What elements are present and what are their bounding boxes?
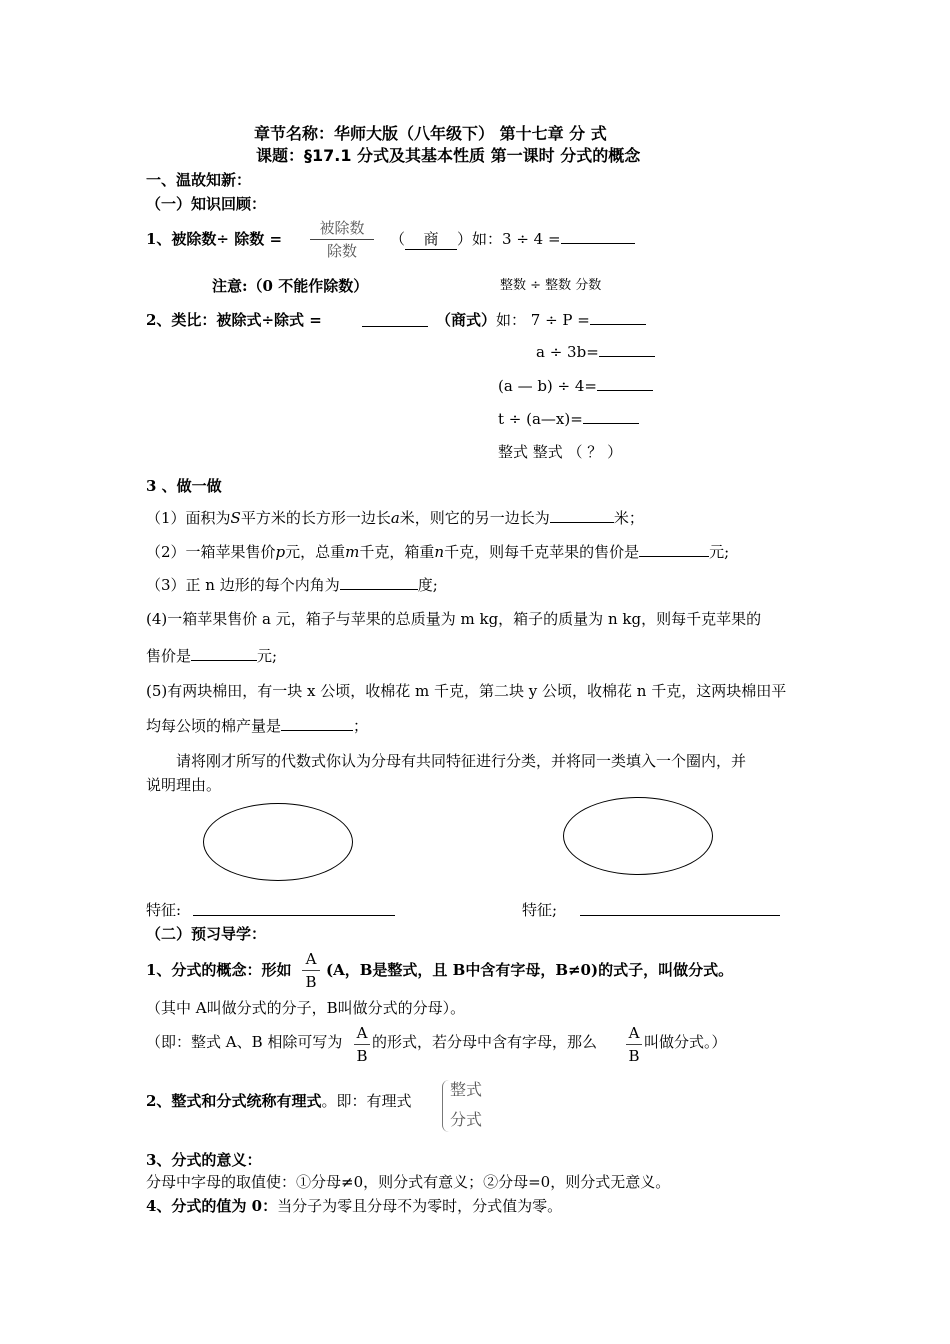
item1-label: 1、被除数÷ 除数 = <box>146 230 283 248</box>
q4-text: 售价是 <box>146 647 192 665</box>
question-3 <box>146 575 438 595</box>
rational-integral: 整式 <box>450 1080 483 1099</box>
item2-blank <box>362 310 428 327</box>
concept-4-text: 当分子为零且分母不为零时，分式值为零。 <box>277 1197 563 1215</box>
brace-icon <box>442 1080 449 1132</box>
question-2 <box>146 542 729 562</box>
q2-var-n: n <box>434 543 445 561</box>
lesson-title: 课题：§17.1 分式及其基本性质 第一课时 分式的概念 <box>256 146 641 165</box>
question-4-line1: (4)一箱苹果售价 a 元，箱子与苹果的总质量为 m kg，箱子的质量为 n kg，则每千克苹果的 <box>146 610 762 628</box>
item2-example-4 <box>498 409 639 429</box>
item2-types: 整式 整式 （ ？ ） <box>498 443 623 461</box>
concept-4-label: 4、分式的值为 0： <box>146 1197 278 1215</box>
concept-1-note2-b: 的形式，若分母中含有字母，那么 <box>372 1033 598 1051</box>
q3-text: 度; <box>417 576 438 594</box>
concept-2-rest: 。即：有理式 <box>321 1092 412 1110</box>
note-right: 整数 ÷ 整数 分数 <box>500 278 602 293</box>
answer-blank <box>561 229 635 244</box>
concept-2 <box>146 1091 411 1111</box>
classification-circle-right[interactable] <box>563 797 713 875</box>
q4-blank <box>191 646 257 661</box>
question-1 <box>146 508 644 528</box>
item2-example-2 <box>536 342 655 362</box>
subsection-heading: （一）知识回顾： <box>146 195 267 213</box>
eg4-text: t ÷ (a—x)= <box>498 410 583 428</box>
q3-text: （3）正 n 边形的每个内角为 <box>146 576 340 594</box>
q2-text: （2）一箱苹果售价 <box>146 543 276 561</box>
fraction-denominator: 除数 <box>326 242 357 260</box>
feature-line-right[interactable] <box>580 915 780 916</box>
q4-text: 元; <box>257 647 278 665</box>
q2-var-m: m <box>345 543 360 561</box>
question-5-line1: (5)有两块棉田，有一块 x 公顷，收棉花 m 千克，第二块 y 公顷，收棉花 n 千克，这两块棉田平 <box>146 682 787 700</box>
q1-text: 平方米的长方形一边长 <box>240 509 391 527</box>
concept-4 <box>146 1196 562 1216</box>
feature-label-left: 特征: <box>146 901 182 919</box>
eg1-text: 如： 7 ÷ P = <box>496 311 590 329</box>
fraction-numerator: 被除数 <box>310 217 374 240</box>
q2-text: 千克，箱重 <box>359 543 435 561</box>
q2-var-p: p <box>275 543 286 561</box>
q5-text: ； <box>353 717 369 735</box>
section-heading: 一、温故知新： <box>146 171 252 189</box>
fraction-numerator: A <box>354 1022 370 1045</box>
q2-text: 元，总重 <box>285 543 346 561</box>
note-text: 注意:（0 不能作除数） <box>212 277 369 295</box>
q2-text: 元; <box>709 543 730 561</box>
concept-3-text: 分母中字母的取值使：①分母≠0，则分式有意义；②分母=0，则分式无意义。 <box>146 1173 671 1191</box>
q1-text: 米，则它的另一边长为 <box>399 509 550 527</box>
fraction-denominator: B <box>356 1047 368 1065</box>
fraction-numerator: A <box>626 1022 642 1045</box>
fraction-a-over-b <box>626 1022 642 1067</box>
fraction-a-over-b <box>302 948 320 993</box>
concept-1-note: （其中 A叫做分式的分子，B叫做分式的分母）。 <box>146 999 466 1017</box>
paren-open: （ <box>390 230 406 248</box>
concept-3-label: 3、分式的意义： <box>146 1151 262 1169</box>
fraction-denominator: B <box>305 973 317 991</box>
item2-example-1 <box>496 310 646 330</box>
q3-blank <box>340 575 418 590</box>
feature-label-right: 特征; <box>522 901 558 919</box>
classification-circle-left[interactable] <box>203 803 353 881</box>
feature-line-left[interactable] <box>193 915 395 916</box>
item1-example <box>390 229 635 250</box>
example-text: ）如：3 ÷ 4 = <box>457 230 561 248</box>
question-5-line2 <box>146 716 368 736</box>
classify-instruction-1: 请将刚才所写的代数式你认为分母有共同特征进行分类，并将同一类填入一个圈内，并 <box>176 752 747 770</box>
concept-1-note2-c: 叫做分式。） <box>644 1033 727 1051</box>
quotient-blank: 商 <box>405 229 457 250</box>
concept-1-note2-a: （即：整式 A、B 相除可写为 <box>146 1033 343 1051</box>
item2-label: 2、类比：被除式÷除式 = <box>146 311 322 329</box>
chapter-title: 章节名称：华师大版（八年级下） 第十七章 分 式 <box>254 124 607 143</box>
q5-text: 均每公顷的棉产量是 <box>146 717 282 735</box>
concept-1-label: 1、分式的概念：形如 <box>146 961 292 979</box>
q1-var-s: S <box>230 509 241 527</box>
concept-2-label: 2、整式和分式统称有理式 <box>146 1092 322 1110</box>
eg1-blank <box>590 310 646 325</box>
q2-blank <box>639 542 709 557</box>
eg2-text: a ÷ 3b= <box>536 343 599 361</box>
fraction-denominator: B <box>628 1047 640 1065</box>
dividend-fraction <box>310 217 374 262</box>
eg3-blank <box>597 376 653 391</box>
concept-1-rest: (A，B是整式，且 B中含有字母，B≠0)的式子，叫做分式。 <box>326 961 734 979</box>
eg2-blank <box>599 342 655 357</box>
item2-mid: （商式） <box>436 311 497 329</box>
q1-text: 米； <box>613 509 644 527</box>
q2-text: 千克，则每千克苹果的售价是 <box>444 543 640 561</box>
fraction-numerator: A <box>302 948 320 971</box>
rational-fractional: 分式 <box>450 1110 483 1129</box>
fraction-a-over-b <box>354 1022 370 1067</box>
q5-blank <box>281 716 353 731</box>
item3-title: 3 、做一做 <box>146 477 222 495</box>
question-4-line2 <box>146 646 277 666</box>
eg3-text: (a — b) ÷ 4= <box>498 377 598 395</box>
subsection-heading-2: （二）预习导学： <box>146 925 267 943</box>
q1-text: （1）面积为 <box>146 509 231 527</box>
q1-blank <box>550 508 614 523</box>
eg4-blank <box>583 409 639 424</box>
classify-instruction-2: 说明理由。 <box>146 776 222 794</box>
q1-var-a: a <box>390 509 400 527</box>
item2-example-3 <box>498 376 653 396</box>
